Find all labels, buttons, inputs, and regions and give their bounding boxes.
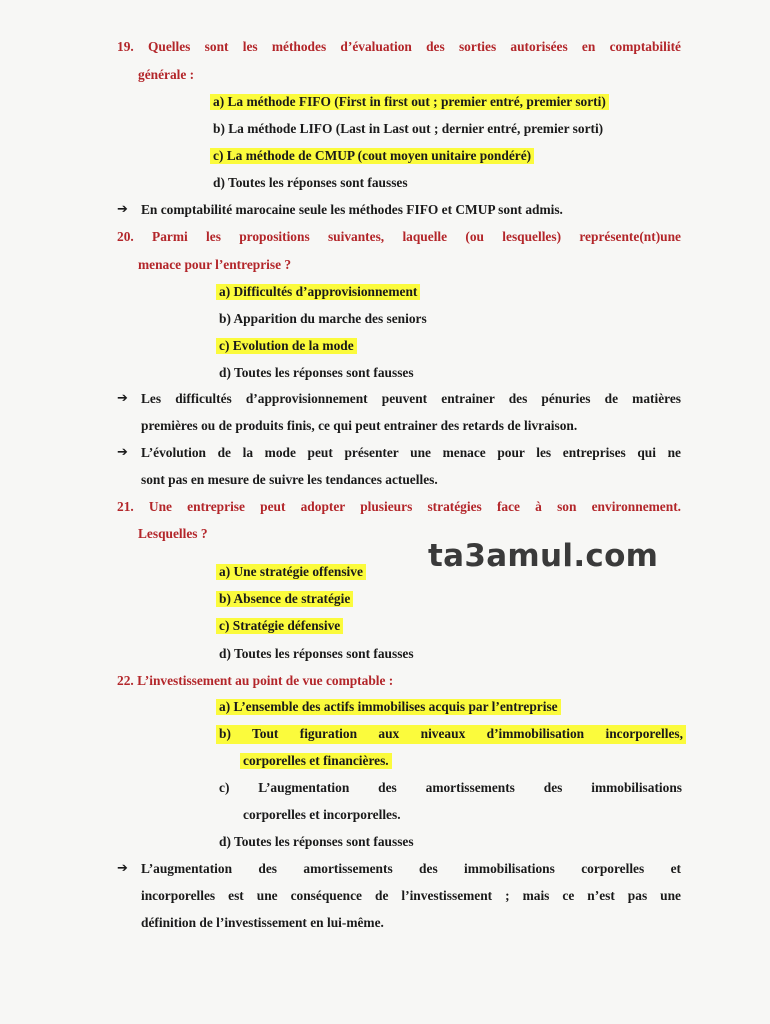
question-20-line-2: menace pour l’entreprise ? xyxy=(138,257,292,272)
question-21-line-2: Lesquelles ? xyxy=(138,526,208,541)
q20-note-2-line-2: sont pas en mesure de suivre les tendances actuelles. xyxy=(141,472,438,487)
question-21-line-1: 21. Une entreprise peut adopter plusieurs stratégies face à son environnement. xyxy=(117,499,681,514)
q19-option-a-text: a) La méthode FIFO (First in first out ; premier entré, premier sorti) xyxy=(210,94,609,110)
q22-note-line-1: L’augmentation des amortissements des immobilisations corporelles et xyxy=(141,861,681,876)
question-20-line-1: 20. Parmi les propositions suivantes, laquelle (ou lesquelles) représente(nt)une xyxy=(117,229,681,244)
q22-note-line-2: incorporelles est une conséquence de l’investissement ; mais ce n’est pas une xyxy=(141,888,681,903)
q20-option-c xyxy=(216,337,357,355)
q20-option-b: b) Apparition du marche des seniors xyxy=(219,311,427,326)
question-19-line-2: générale : xyxy=(138,67,195,82)
q21-option-b-text: b) Absence de stratégie xyxy=(216,591,353,607)
q21-option-d: d) Toutes les réponses sont fausses xyxy=(219,646,414,661)
q20-option-d: d) Toutes les réponses sont fausses xyxy=(219,365,414,380)
q22-option-b-line-2 xyxy=(240,752,392,770)
q19-option-c-text: c) La méthode de CMUP (cout moyen unitaire pondéré) xyxy=(210,148,534,164)
q20-note-2-line-1: L’évolution de la mode peut présenter une menace pour les entreprises qui ne xyxy=(141,445,681,460)
q22-option-b-line-2-text: corporelles et financières. xyxy=(240,753,392,769)
q21-option-c xyxy=(216,617,343,635)
q21-option-b xyxy=(216,590,353,608)
q19-note: En comptabilité marocaine seule les méthodes FIFO et CMUP sont admis. xyxy=(141,202,563,217)
q21-option-a xyxy=(216,563,366,581)
q19-option-c xyxy=(210,147,534,165)
arrow-icon: ➔ xyxy=(117,202,128,217)
arrow-icon: ➔ xyxy=(117,445,128,460)
arrow-icon: ➔ xyxy=(117,861,128,876)
q20-option-a-text: a) Difficultés d’approvisionnement xyxy=(216,284,420,300)
q20-note-1-line-2: premières ou de produits finis, ce qui peut entrainer des retards de livraison. xyxy=(141,418,578,433)
q22-option-c-line-2: corporelles et incorporelles. xyxy=(243,807,401,822)
q21-option-c-text: c) Stratégie défensive xyxy=(216,618,343,634)
q20-note-1-line-1: Les difficultés d’approvisionnement peuvent entrainer des pénuries de matières xyxy=(141,391,681,406)
q20-option-a xyxy=(216,283,420,301)
watermark: ta3amul.com xyxy=(428,538,659,574)
q22-option-d: d) Toutes les réponses sont fausses xyxy=(219,834,414,849)
q22-option-a-text: a) L’ensemble des actifs immobilises acquis par l’entreprise xyxy=(216,699,561,715)
q21-option-a-text: a) Une stratégie offensive xyxy=(216,564,366,580)
q22-option-a xyxy=(216,698,561,716)
q22-option-c-line-1: c) L’augmentation des amortissements des immobilisations xyxy=(219,780,682,795)
q22-option-b-line-1-text: b) Tout figuration aux niveaux d’immobilisation incorporelles, xyxy=(216,725,686,744)
question-22-line-1: 22. L’investissement au point de vue comptable : xyxy=(117,673,394,688)
q22-note-line-3: définition de l’investissement en lui-même. xyxy=(141,915,384,930)
arrow-icon: ➔ xyxy=(117,391,128,406)
question-19-line-1: 19. Quelles sont les méthodes d’évaluation des sorties autorisées en comptabilité xyxy=(117,39,681,54)
q19-option-a xyxy=(210,93,609,111)
q20-option-c-text: c) Evolution de la mode xyxy=(216,338,357,354)
q22-option-b-line-1 xyxy=(216,725,686,744)
q19-option-b: b) La méthode LIFO (Last in Last out ; dernier entré, premier sorti) xyxy=(213,121,604,136)
q19-option-d: d) Toutes les réponses sont fausses xyxy=(213,175,408,190)
